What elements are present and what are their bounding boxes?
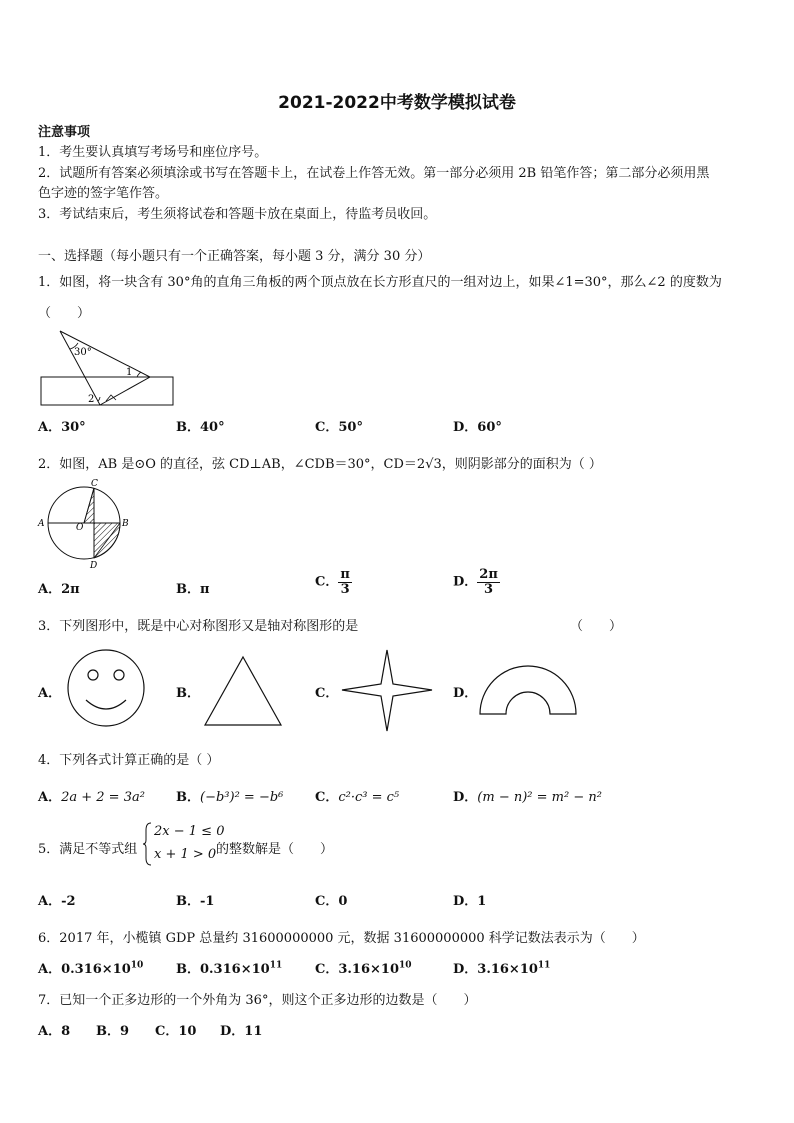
option-c: C． [315, 686, 339, 701]
smiley-face-figure [66, 648, 146, 728]
point-c-label: C [91, 479, 98, 489]
semi-ring-figure [478, 660, 578, 716]
option-c: C．c²·c³ = c⁵ [315, 790, 400, 805]
angle-2-label: 2 [88, 394, 95, 405]
point-b-label: B [122, 519, 129, 529]
notice-item: 3．考试结束后，考生须将试卷和答题卡放在桌面上，待监考员收回。 [38, 207, 437, 222]
option-c: C．0 [315, 894, 348, 909]
question-5-stem-suffix: 的整数解是（ ） [216, 842, 334, 857]
question-7-stem: 7．已知一个正多边形的一个外角为 36°，则这个正多边形的边数是（ ） [38, 993, 477, 1008]
inequality-2: x + 1 > 0 [154, 847, 217, 862]
point-o-label: O [76, 523, 84, 533]
triangle-figure [203, 655, 283, 727]
question-6-stem: 6．2017 年，小榄镇 GDP 总量约 31600000000 元，数据 31600000000 科学记数法表示为（ ） [38, 931, 645, 946]
option-d: D． [453, 686, 478, 701]
point-d-label: D [90, 561, 98, 571]
option-a: A．30° [38, 420, 86, 435]
question-5-stem-prefix: 5．满足不等式组 [38, 842, 138, 857]
option-c: C．10 [155, 1024, 197, 1039]
option-d: D．1 [453, 894, 487, 909]
q1-figure [40, 325, 175, 410]
notice-item: 1．考生要认真填写考场号和座位序号。 [38, 145, 268, 160]
option-b: B．(−b³)² = −b⁶ [176, 790, 284, 805]
point-a-label: A [38, 519, 45, 529]
question-2-stem: 2．如图，AB 是⊙O 的直径，弦 CD⊥AB，∠CDB＝30°，CD＝2√3，则阴影部分的面积为（ ） [38, 457, 602, 472]
option-c: C． $\frac{\pi}{3}$ [315, 567, 350, 597]
option-b: B．π [176, 582, 210, 597]
option-b: B．$0.316\times 10^{11}$ [176, 960, 283, 977]
option-a: A．8 [38, 1024, 71, 1039]
option-d: D．11 [220, 1024, 263, 1039]
question-1-stem: 1．如图，将一块含有 30°角的直角三角板的两个顶点放在长方形直尺的一组对边上，如果∠1=30°，那么∠2 的度数为 [38, 275, 722, 290]
option-d: D．60° [453, 420, 502, 435]
angle-1-label: 1 [126, 367, 133, 378]
option-a: A．-2 [38, 894, 76, 909]
option-d: D．$3.16\times 10^{11}$ [453, 960, 551, 977]
section-heading: 一、选择题（每小题只有一个正确答案，每小题 3 分，满分 30 分） [38, 249, 431, 264]
brace-icon [142, 822, 152, 866]
four-point-star-figure [340, 648, 435, 733]
option-b: B．40° [176, 420, 225, 435]
answer-paren: （ ） [38, 306, 91, 321]
question-3-stem: 3．下列图形中，既是中心对称图形又是轴对称图形的是 [38, 619, 359, 634]
option-d: D．(m − n)² = m² − n² [453, 790, 602, 805]
notice-item: 色字迹的签字笔作答。 [38, 186, 169, 201]
option-a: A． [38, 686, 62, 701]
option-a: A．$0.316\times 10^{10}$ [38, 960, 144, 977]
inequality-1: 2x − 1 ≤ 0 [154, 824, 225, 839]
option-d: D． $\frac{2\pi}{3}$ [453, 567, 498, 597]
q2-figure [36, 479, 131, 571]
angle-30-label: 30° [74, 347, 92, 358]
option-b: B．9 [96, 1024, 130, 1039]
notice-item: 2．试题所有答案必须填涂或书写在答题卡上，在试卷上作答无效。第一部分必须用 2B 铅笔作答；第二部分必须用黑 [38, 166, 710, 181]
page-title: 2021-2022中考数学模拟试卷 [278, 93, 516, 113]
option-b: B．-1 [176, 894, 215, 909]
option-a: A．2π [38, 582, 80, 597]
option-b: B． [176, 686, 200, 701]
fraction: $\frac{\pi}{3}$ [340, 567, 350, 597]
notice-heading: 注意事项 [38, 125, 91, 140]
option-c: C．50° [315, 420, 363, 435]
answer-paren: （ ） [570, 619, 623, 634]
fraction: $\frac{2\pi}{3}$ [479, 567, 498, 597]
question-4-stem: 4．下列各式计算正确的是（ ） [38, 753, 220, 768]
option-a: A．2a + 2 = 3a² [38, 790, 145, 805]
option-c: C．$3.16\times 10^{10}$ [315, 960, 412, 977]
